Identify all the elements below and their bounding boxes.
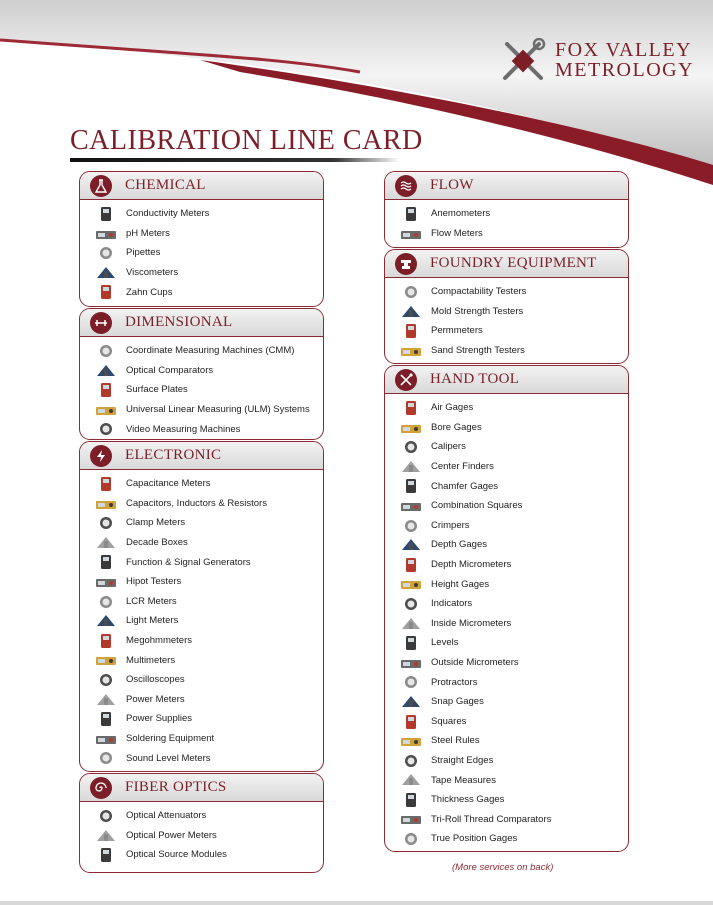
card-header (385, 250, 628, 278)
list-item (80, 474, 323, 494)
list-item (385, 341, 628, 361)
list-item (385, 653, 628, 673)
instrument-thumbnail (399, 206, 423, 222)
list-item (385, 457, 628, 477)
list-item (80, 572, 323, 592)
card-title: HAND TOOL (430, 371, 520, 387)
instrument-thumbnail (399, 459, 423, 475)
item-label: Multimeters (126, 654, 176, 666)
item-label: Tape Measures (431, 774, 496, 786)
instrument-thumbnail (399, 498, 423, 514)
instrument-thumbnail (399, 674, 423, 690)
instrument-thumbnail (399, 537, 423, 553)
list-item (385, 496, 628, 516)
list-item (80, 650, 323, 670)
instrument-thumbnail (94, 594, 118, 610)
instrument-thumbnail (399, 811, 423, 827)
list-item (80, 592, 323, 612)
instrument-thumbnail (94, 652, 118, 668)
card-header (385, 172, 628, 200)
list-item (385, 437, 628, 457)
brand-name-line1: FOX VALLEY (555, 39, 693, 61)
list-item (385, 282, 628, 302)
item-label: Mold Strength Testers (431, 305, 524, 317)
item-label: Crimpers (431, 519, 470, 531)
list-item (385, 398, 628, 418)
list-item (385, 476, 628, 496)
item-list (385, 200, 628, 243)
list-item (80, 806, 323, 826)
item-label: Depth Gages (431, 539, 487, 551)
item-label: Coordinate Measuring Machines (CMM) (126, 345, 295, 357)
list-item (385, 204, 628, 224)
list-item (80, 380, 323, 400)
instrument-thumbnail (399, 694, 423, 710)
item-label: Outside Micrometers (431, 657, 519, 669)
item-label: pH Meters (126, 227, 170, 239)
footer-note: (More services on back) (452, 862, 554, 873)
list-item (385, 692, 628, 712)
instrument-thumbnail (94, 421, 118, 437)
list-item (80, 204, 323, 224)
item-label: Snap Gages (431, 696, 484, 708)
list-item (385, 574, 628, 594)
list-item (385, 633, 628, 653)
item-label: True Position Gages (431, 833, 518, 845)
item-label: Indicators (431, 598, 473, 610)
item-label: Combination Squares (431, 500, 523, 512)
list-item (80, 263, 323, 283)
list-item (80, 494, 323, 514)
item-list (385, 278, 628, 360)
list-item (385, 224, 628, 244)
card-flow (384, 171, 629, 248)
instrument-thumbnail (94, 402, 118, 418)
instrument-thumbnail (94, 633, 118, 649)
item-label: Straight Edges (431, 754, 494, 766)
list-item (385, 731, 628, 751)
instrument-thumbnail (399, 733, 423, 749)
item-label: Optical Attenuators (126, 810, 207, 822)
instrument-thumbnail (94, 535, 118, 551)
item-label: Inside Micrometers (431, 617, 512, 629)
flask-icon (90, 175, 112, 197)
anvil-icon (395, 253, 417, 275)
list-item (80, 419, 323, 439)
card-title: DIMENSIONAL (125, 314, 233, 330)
instrument-thumbnail (94, 574, 118, 590)
instrument-thumbnail (94, 613, 118, 629)
card-dimensional (79, 308, 324, 440)
item-label: Conductivity Meters (126, 208, 210, 220)
instrument-thumbnail (94, 692, 118, 708)
item-label: Air Gages (431, 402, 474, 414)
list-item (385, 555, 628, 575)
instrument-thumbnail (94, 343, 118, 359)
list-item (385, 302, 628, 322)
item-label: Protractors (431, 676, 478, 688)
item-label: Decade Boxes (126, 537, 188, 549)
instrument-thumbnail (399, 772, 423, 788)
list-item (80, 243, 323, 263)
item-list (80, 337, 323, 439)
brand-name-line2: METROLOGY (555, 59, 695, 81)
item-label: Chamfer Gages (431, 480, 499, 492)
instrument-thumbnail (399, 831, 423, 847)
list-item (385, 614, 628, 634)
item-list (80, 200, 323, 302)
item-label: Levels (431, 637, 459, 649)
card-hand-tool (384, 365, 629, 852)
card-title: FOUNDRY EQUIPMENT (430, 255, 597, 271)
instrument-thumbnail (94, 206, 118, 222)
item-label: Tri-Roll Thread Comparators (431, 813, 552, 825)
item-label: Capacitors, Inductors & Resistors (126, 497, 267, 509)
title-underline (70, 158, 400, 162)
instrument-thumbnail (399, 323, 423, 339)
instrument-thumbnail (94, 476, 118, 492)
card-chemical (79, 171, 324, 307)
list-item (80, 533, 323, 553)
card-header (80, 309, 323, 337)
instrument-thumbnail (94, 245, 118, 261)
item-label: LCR Meters (126, 595, 177, 607)
instrument-thumbnail (94, 847, 118, 863)
item-label: Viscometers (126, 267, 179, 279)
list-item (80, 690, 323, 710)
item-label: Squares (431, 715, 467, 727)
card-header (385, 366, 628, 394)
crossed-wrench-caliper-icon (497, 38, 549, 84)
list-item (80, 611, 323, 631)
item-label: Pipettes (126, 247, 161, 259)
item-label: Zahn Cups (126, 286, 173, 298)
instrument-thumbnail (399, 400, 423, 416)
item-label: Capacitance Meters (126, 478, 211, 490)
instrument-thumbnail (94, 711, 118, 727)
item-label: Anemometers (431, 208, 491, 220)
crossed-tools-icon (395, 369, 417, 391)
list-item (80, 670, 323, 690)
list-item (80, 400, 323, 420)
fiber-spiral-icon (90, 777, 112, 799)
instrument-thumbnail (94, 363, 118, 379)
lightning-bolt-icon (90, 445, 112, 467)
card-header (80, 774, 323, 802)
item-label: Height Gages (431, 578, 490, 590)
card-electronic (79, 441, 324, 772)
list-item (385, 712, 628, 732)
item-label: Universal Linear Measuring (ULM) Systems (126, 404, 310, 416)
item-label: Permmeters (431, 325, 483, 337)
item-label: Thickness Gages (431, 794, 505, 806)
instrument-thumbnail (94, 265, 118, 281)
list-item (385, 790, 628, 810)
card-title: CHEMICAL (125, 177, 206, 193)
item-label: Steel Rules (431, 735, 480, 747)
item-label: Optical Power Meters (126, 829, 217, 841)
instrument-thumbnail (399, 714, 423, 730)
instrument-thumbnail (399, 226, 423, 242)
item-label: Optical Source Modules (126, 849, 227, 861)
list-item (385, 809, 628, 829)
card-header (80, 442, 323, 470)
instrument-thumbnail (94, 672, 118, 688)
flow-waves-icon (395, 175, 417, 197)
item-label: Sound Level Meters (126, 752, 211, 764)
item-label: Video Measuring Machines (126, 423, 241, 435)
item-label: Light Meters (126, 615, 179, 627)
list-item (80, 341, 323, 361)
instrument-thumbnail (399, 616, 423, 632)
card-title: FIBER OPTICS (125, 779, 227, 795)
instrument-thumbnail (94, 496, 118, 512)
instrument-thumbnail (399, 518, 423, 534)
item-label: Bore Gages (431, 421, 482, 433)
brand-logo (497, 38, 707, 86)
list-item (80, 709, 323, 729)
item-label: Compactability Testers (431, 286, 527, 298)
list-item (385, 418, 628, 438)
instrument-thumbnail (399, 576, 423, 592)
item-label: Hipot Testers (126, 576, 182, 588)
page-title: CALIBRATION LINE CARD (70, 125, 423, 156)
instrument-thumbnail (399, 343, 423, 359)
instrument-thumbnail (94, 284, 118, 300)
list-item (80, 361, 323, 381)
instrument-thumbnail (399, 478, 423, 494)
item-label: Megohmmeters (126, 635, 192, 647)
list-item (80, 282, 323, 302)
item-label: Function & Signal Generators (126, 556, 251, 568)
item-label: Optical Comparators (126, 364, 214, 376)
item-label: Power Meters (126, 693, 185, 705)
instrument-thumbnail (399, 635, 423, 651)
list-item (385, 594, 628, 614)
list-item (385, 321, 628, 341)
instrument-thumbnail (94, 226, 118, 242)
instrument-thumbnail (94, 515, 118, 531)
list-item (385, 829, 628, 849)
item-label: Center Finders (431, 461, 494, 473)
list-item (80, 826, 323, 846)
instrument-thumbnail (399, 420, 423, 436)
instrument-thumbnail (399, 439, 423, 455)
list-item (80, 845, 323, 865)
list-item (80, 513, 323, 533)
instrument-thumbnail (399, 284, 423, 300)
instrument-thumbnail (94, 382, 118, 398)
instrument-thumbnail (399, 557, 423, 573)
page-bottom-edge (0, 901, 713, 905)
instrument-thumbnail (94, 554, 118, 570)
list-item (385, 535, 628, 555)
card-title: ELECTRONIC (125, 447, 222, 463)
list-item (80, 748, 323, 768)
item-label: Oscilloscopes (126, 674, 185, 686)
caliper-icon (90, 312, 112, 334)
card-fiber-optics (79, 773, 324, 873)
instrument-thumbnail (94, 731, 118, 747)
item-label: Soldering Equipment (126, 733, 215, 745)
item-list (80, 470, 323, 768)
instrument-thumbnail (94, 808, 118, 824)
card-header (80, 172, 323, 200)
list-item (385, 672, 628, 692)
list-item (80, 631, 323, 651)
item-label: Calipers (431, 441, 466, 453)
instrument-thumbnail (399, 655, 423, 671)
instrument-thumbnail (94, 828, 118, 844)
card-title: FLOW (430, 177, 474, 193)
item-label: Sand Strength Testers (431, 345, 525, 357)
instrument-thumbnail (399, 753, 423, 769)
list-item (80, 552, 323, 572)
instrument-thumbnail (399, 792, 423, 808)
item-label: Flow Meters (431, 227, 483, 239)
list-item (80, 729, 323, 749)
item-label: Depth Micrometers (431, 559, 512, 571)
item-label: Clamp Meters (126, 517, 186, 529)
card-foundry-equipment (384, 249, 629, 364)
instrument-thumbnail (399, 596, 423, 612)
list-item (80, 224, 323, 244)
instrument-thumbnail (94, 750, 118, 766)
list-item (385, 516, 628, 536)
item-label: Power Supplies (126, 713, 193, 725)
list-item (385, 770, 628, 790)
item-list (80, 802, 323, 865)
item-list (385, 394, 628, 849)
item-label: Surface Plates (126, 384, 188, 396)
instrument-thumbnail (399, 304, 423, 320)
list-item (385, 751, 628, 771)
